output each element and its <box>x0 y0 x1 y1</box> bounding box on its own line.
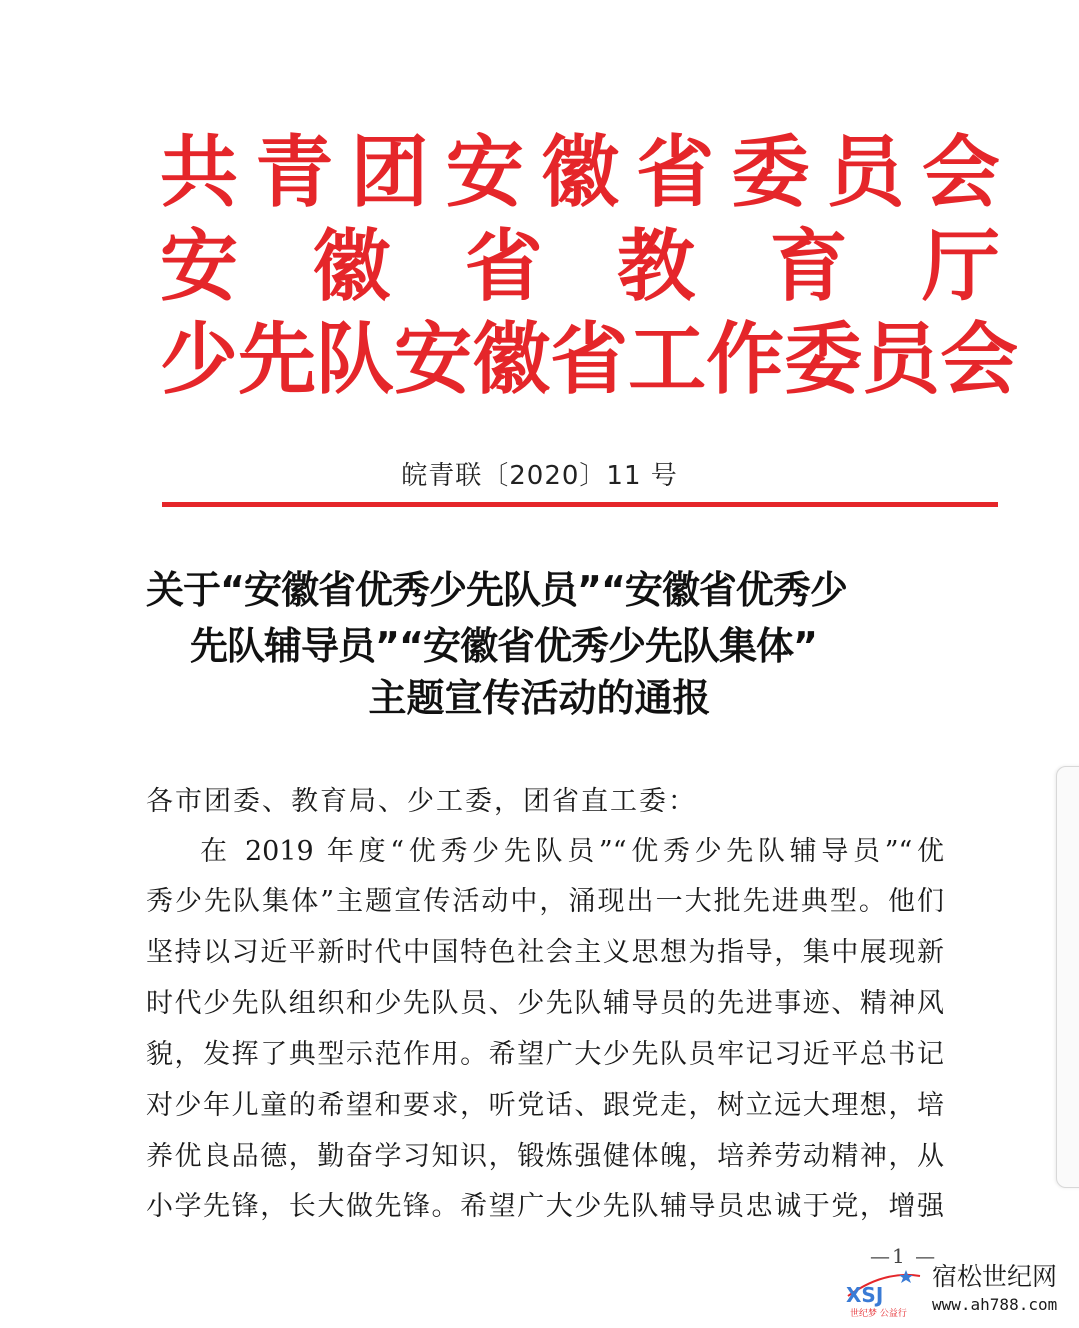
issuer-char: 先 <box>238 314 317 405</box>
watermark-url: www.ah788.com <box>932 1295 1058 1314</box>
body-text-line: 秀少先队集体”主题宣传活动中，涌现出一大批先进典型。他们 <box>146 886 944 917</box>
body-text-line: 坚持以习近平新时代中国特色社会主义思想为指导，集中展现新 <box>146 937 944 968</box>
page-number: —1 — <box>870 1244 938 1268</box>
issuer-char: 队 <box>316 314 395 405</box>
body-text-line: 在 2019 年度“优秀少先队员”“优秀少先队辅导员”“优 <box>200 836 944 867</box>
document-title-line-1: 关于“安徽省优秀少先队员”“安徽省优秀少 <box>146 568 847 612</box>
issuer-char: 省 <box>550 314 629 405</box>
issuer-char: 工 <box>628 314 707 405</box>
issuer-char: 安 <box>394 314 473 405</box>
watermark-slogan: 世纪梦 公益行 <box>850 1309 907 1319</box>
issuer-line-youth-league <box>160 128 1000 218</box>
watermark-brand: 宿松世纪网 <box>932 1262 1058 1291</box>
issuer-char: 少 <box>160 314 239 405</box>
issuer-char: 会 <box>921 127 1000 218</box>
issuer-char: 委 <box>731 127 810 218</box>
issuer-line-young-pioneers <box>160 314 1019 405</box>
body-text-line: 时代少先队组织和少先队员、少先队辅导员的先进事迹、精神风 <box>146 988 944 1019</box>
issuer-char: 团 <box>350 127 429 218</box>
body-text-line: 养优良品德，勤奋学习知识，锻炼强健体魄，培养劳动精神，从 <box>146 1141 944 1172</box>
issuer-char: 员 <box>862 314 941 405</box>
issuer-char: 安 <box>160 221 239 312</box>
issuer-char: 徽 <box>312 221 391 312</box>
issuer-char: 教 <box>617 221 696 312</box>
red-divider-rule <box>162 502 998 507</box>
document-title-line-2: 先队辅导员”“安徽省优秀少先队集体” <box>190 624 817 668</box>
issuer-char: 员 <box>826 127 905 218</box>
issuer-char: 委 <box>784 314 863 405</box>
document-number: 皖青联〔2020〕11 号 <box>401 461 678 491</box>
issuer-char: 省 <box>636 127 715 218</box>
issuer-line-education-dept <box>160 222 1000 312</box>
body-text-line: 小学先锋，长大做先锋。希望广大少先队辅导员忠诚于党，增强 <box>146 1191 944 1222</box>
site-watermark <box>844 1262 1074 1324</box>
issuer-char: 安 <box>445 127 524 218</box>
issuer-char: 作 <box>706 314 785 405</box>
svg-text:XSJ: XSJ <box>846 1283 884 1307</box>
body-text-line: 貌，发挥了典型示范作用。希望广大少先队员牢记习近平总书记 <box>146 1039 944 1070</box>
issuer-char: 省 <box>464 221 543 312</box>
salutation: 各市团委、教育局、少工委，团省直工委： <box>146 786 697 817</box>
issuer-char: 青 <box>255 127 334 218</box>
document-title-line-3: 主题宣传活动的通报 <box>368 676 711 720</box>
body-text-line: 对少年儿童的希望和要求，听党话、跟党走，树立远大理想，培 <box>146 1090 944 1121</box>
issuer-char: 会 <box>940 314 1019 405</box>
issuer-char: 徽 <box>472 314 551 405</box>
issuer-char: 徽 <box>540 127 619 218</box>
issuer-char: 育 <box>769 221 848 312</box>
issuer-char: 共 <box>160 127 239 218</box>
issuer-char: 厅 <box>921 221 1000 312</box>
side-scroll-handle[interactable] <box>1056 766 1079 1188</box>
